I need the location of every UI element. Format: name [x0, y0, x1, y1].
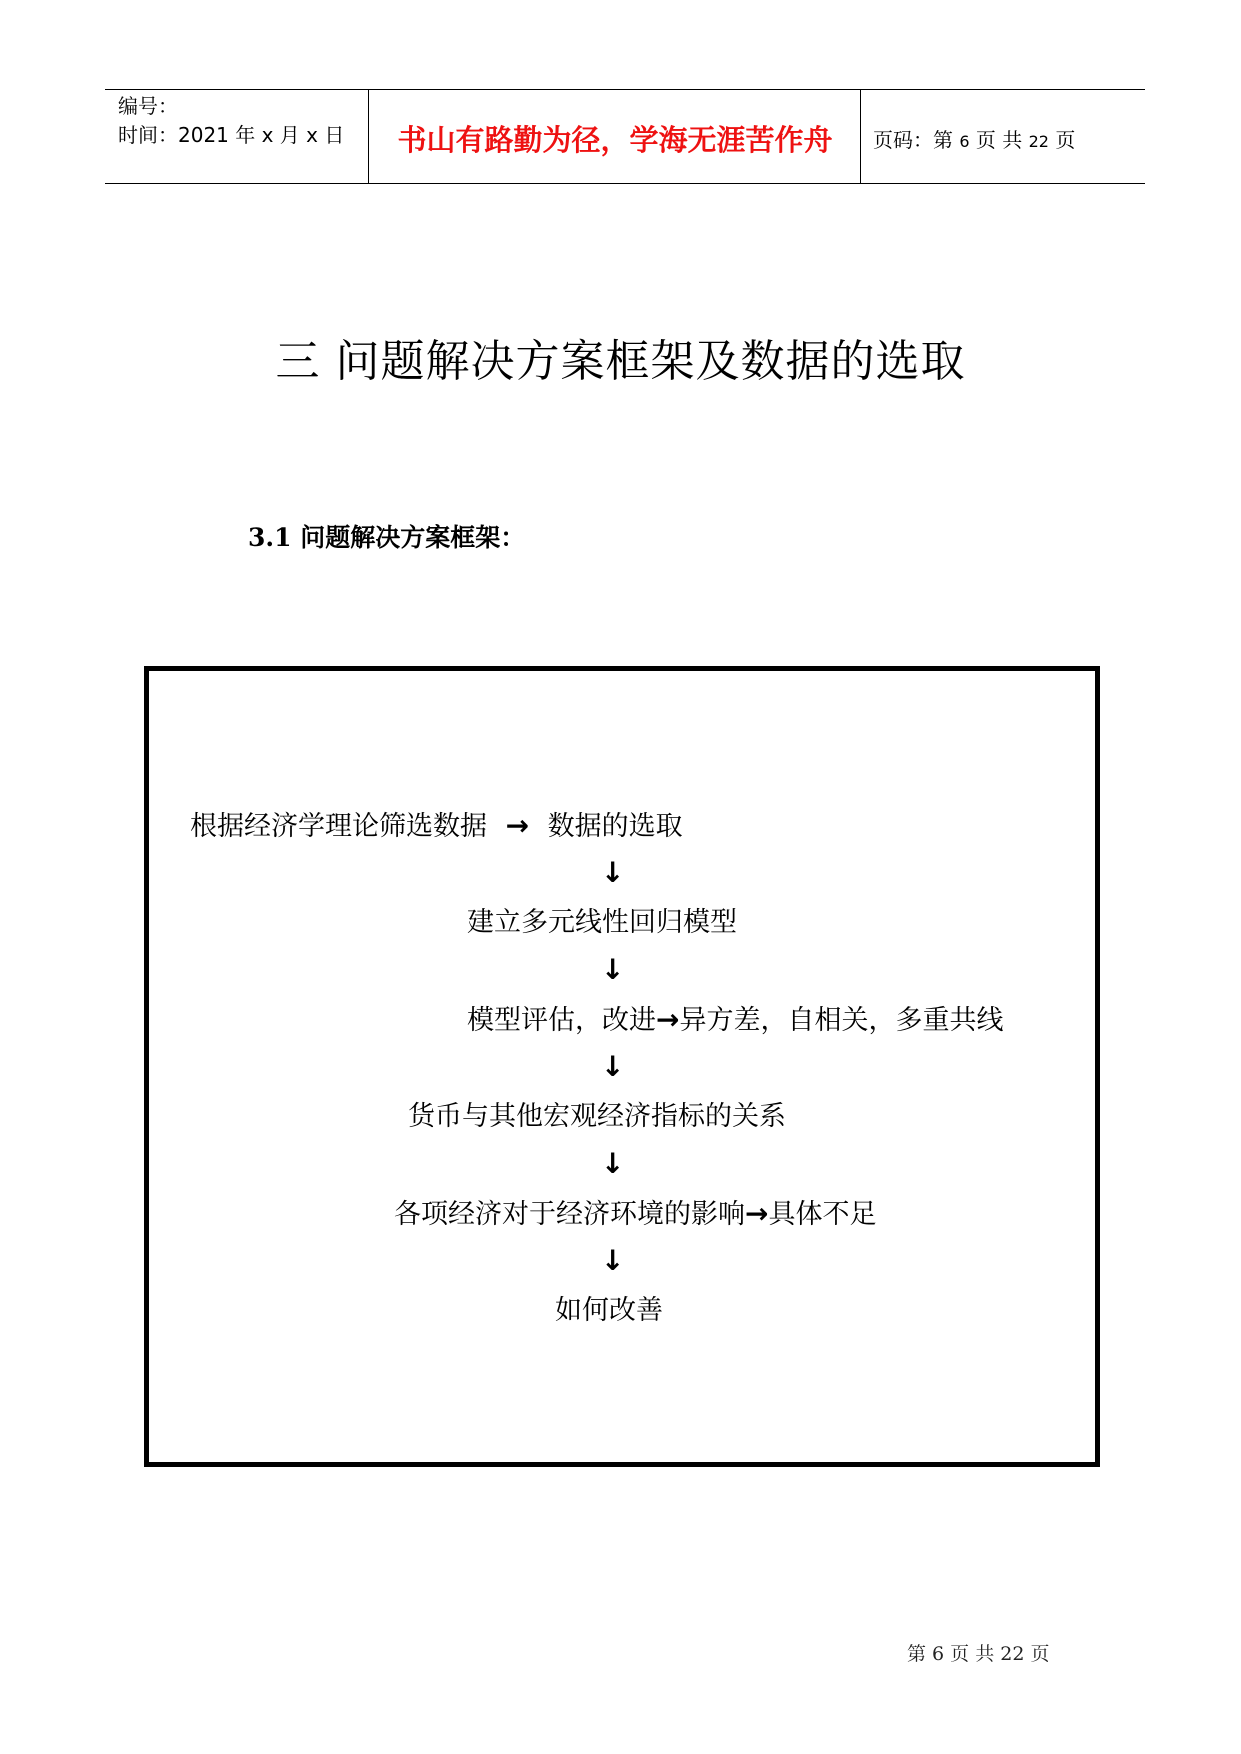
flow-step-1-result: 数据的选取 — [547, 811, 683, 842]
header-divider-right — [860, 89, 861, 184]
section-title: 三 问题解决方案框架及数据的选取 — [275, 336, 966, 387]
header-page-number — [873, 124, 1075, 153]
page-suffix: 页 — [1055, 128, 1076, 152]
flow-step-3 — [467, 1003, 1003, 1038]
flow-step-5-label: 各项经济对于经济环境的影响 — [394, 1199, 745, 1230]
header-top-rule — [105, 89, 1145, 90]
flow-step-3-result: 异方差，自相关，多重共线 — [679, 1005, 1004, 1036]
header-divider-left — [368, 89, 369, 184]
flow-step-2: 建立多元线性回归模型 — [467, 907, 737, 938]
flow-step-6: 如何改善 — [555, 1295, 663, 1326]
flow-step-5 — [394, 1197, 876, 1232]
down-arrow-icon: ↓ — [601, 1147, 625, 1180]
flow-step-3-label: 模型评估，改进 — [467, 1005, 656, 1036]
header-motto: 书山有路勤为径，学海无涯苦作舟 — [397, 123, 833, 157]
flow-step-1-label: 根据经济学理论筛选数据 — [190, 811, 487, 842]
page-total: 22 — [1028, 132, 1049, 151]
page-footer: 第 6 页 共 22 页 — [907, 1643, 1050, 1665]
date-label: 时间：2021 年 x 月 x 日 — [118, 123, 345, 147]
down-arrow-icon: ↓ — [601, 953, 625, 986]
down-arrow-icon: ↓ — [601, 1050, 625, 1083]
header-bottom-rule — [105, 183, 1145, 184]
right-arrow-icon: → — [505, 809, 530, 842]
number-label: 编号： — [118, 94, 178, 118]
right-arrow-icon: → — [656, 1003, 680, 1036]
page-prefix: 页码：第 — [873, 128, 953, 152]
flow-step-4: 货币与其他宏观经济指标的关系 — [408, 1101, 786, 1132]
page-current: 6 — [959, 132, 970, 151]
flow-step-5-result: 具体不足 — [768, 1199, 877, 1230]
right-arrow-icon: → — [745, 1197, 769, 1230]
header-left-cell — [118, 92, 344, 150]
flow-step-1 — [190, 809, 683, 844]
subsection-title: 3.1 问题解决方案框架： — [248, 523, 526, 552]
page-mid: 页 共 — [975, 128, 1023, 152]
down-arrow-icon: ↓ — [601, 1244, 625, 1277]
down-arrow-icon: ↓ — [601, 856, 625, 889]
